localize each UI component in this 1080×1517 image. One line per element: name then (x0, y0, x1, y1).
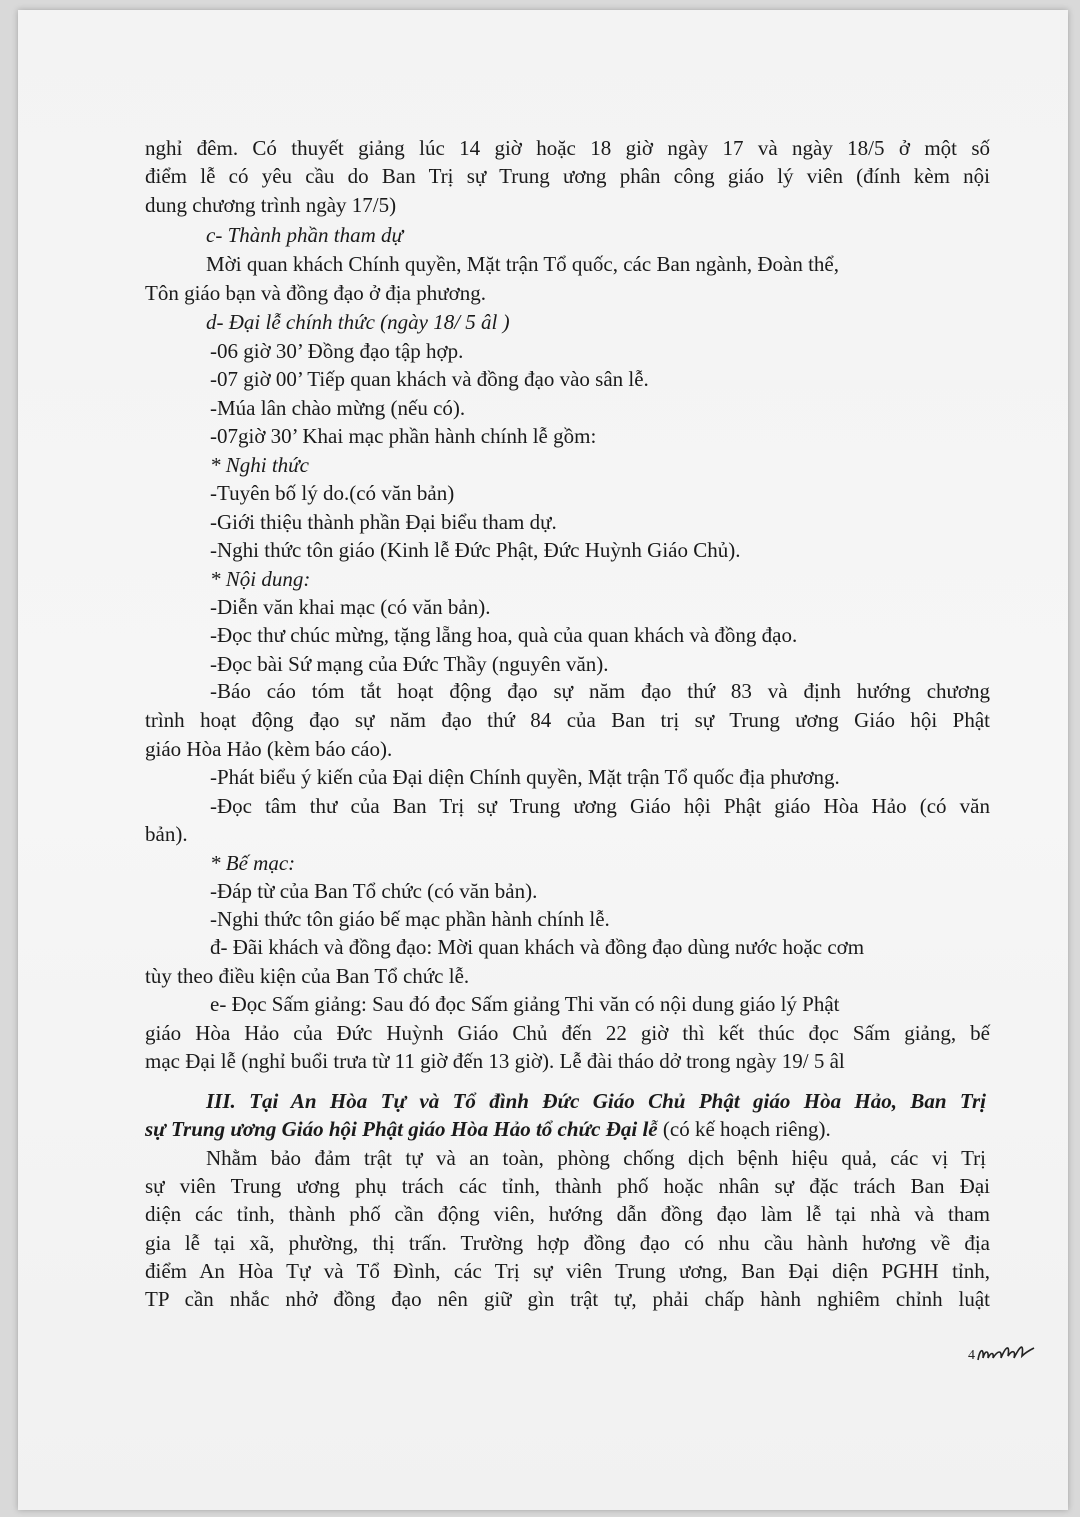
body-line: sự viên Trung ương phụ trách các tỉnh, thành phố hoặc nhân sự đặc trách Ban Đại (145, 1174, 990, 1198)
list-item: -Tuyên bố lý do.(có văn bản) (210, 481, 455, 505)
body-line: Tôn giáo bạn và đồng đạo ở địa phương. (145, 281, 486, 305)
page-number-with-initials (968, 1348, 975, 1364)
body-line: gia lễ tại xã, phường, thị trấn. Trường hợp đồng đạo có nhu cầu hành hương về địa (145, 1231, 990, 1255)
body-line: dung chương trình ngày 17/5) (145, 193, 397, 217)
list-item: -Giới thiệu thành phần Đại biểu tham dự. (210, 510, 557, 534)
body-line: diện các tỉnh, thành phố cần động viên, hướng dẫn đồng đạo làm lễ tại nhà và tham (145, 1202, 990, 1226)
section-heading-d: d- Đại lễ chính thức (ngày 18/ 5 âl ) (206, 310, 510, 334)
list-item: -Báo cáo tóm tắt hoạt động đạo sự năm đạo thứ 83 và định hướng chương (210, 679, 990, 703)
schedule-item: -Múa lân chào mừng (nếu có). (210, 396, 466, 420)
section-heading-iii: III. Tại An Hòa Tự và Tổ đình Đức Giáo Chủ Phật giáo Hòa Hảo, Ban Trị (206, 1089, 986, 1113)
subheading-nghi-thuc: * Nghi thức (210, 453, 309, 477)
initials-signature-icon (976, 1340, 1036, 1368)
subheading-be-mac: * Bế mạc: (210, 851, 296, 875)
body-line: Nhằm bảo đảm trật tự và an toàn, phòng chống dịch bệnh hiệu quả, các vị Trị (206, 1146, 986, 1170)
body-line: điểm lễ có yêu cầu do Ban Trị sự Trung ương phân công giáo lý viên (đính kèm nội (145, 164, 990, 188)
section-heading-e: e- Đọc Sấm giảng: Sau đó đọc Sấm giảng Thi văn có nội dung giáo lý Phật (210, 992, 840, 1016)
list-item: -Đọc bài Sứ mạng của Đức Thầy (nguyên văn). (210, 652, 609, 676)
list-item: -Phát biểu ý kiến của Đại diện Chính quyền, Mặt trận Tổ quốc địa phương. (210, 765, 840, 789)
body-line: trình hoạt động đạo sự năm đạo thứ 84 của Ban trị sự Trung ương Giáo hội Phật (145, 708, 990, 732)
list-item: -Nghi thức tôn giáo (Kinh lễ Đức Phật, Đức Huỳnh Giáo Chủ). (210, 538, 741, 562)
body-line: giáo Hòa Hảo của Đức Huỳnh Giáo Chủ đến 22 giờ thì kết thúc đọc Sấm giảng, bế (145, 1021, 990, 1045)
body-line: giáo Hòa Hảo (kèm báo cáo). (145, 737, 393, 761)
schedule-item: -06 giờ 30’ Đồng đạo tập hợp. (210, 339, 464, 363)
section-heading-dd: đ- Đãi khách và đồng đạo: Mời quan khách và đồng đạo dùng nước hoặc cơm (210, 935, 865, 959)
body-line: nghỉ đêm. Có thuyết giảng lúc 14 giờ hoặc 18 giờ ngày 17 và ngày 18/5 ở một số (145, 136, 990, 160)
list-item: -Nghi thức tôn giáo bế mạc phần hành chính lễ. (210, 907, 610, 931)
section-heading-c: c- Thành phần tham dự (206, 223, 403, 247)
body-line: tùy theo điều kiện của Ban Tổ chức lễ. (145, 964, 470, 988)
page-number: 4 (968, 1348, 975, 1363)
body-line: Mời quan khách Chính quyền, Mặt trận Tổ quốc, các Ban ngành, Đoàn thể, (206, 252, 839, 276)
body-line: bản). (145, 822, 188, 846)
subheading-noi-dung: * Nội dung: (210, 567, 311, 591)
schedule-item: -07giờ 30’ Khai mạc phần hành chính lễ gồm: (210, 424, 597, 448)
body-line: điểm An Hòa Tự và Tổ Đình, các Trị sự viên Trung ương, Ban Đại diện PGHH tỉnh, (145, 1259, 990, 1283)
body-line: mạc Đại lễ (nghỉ buổi trưa từ 11 giờ đến 13 giờ). Lễ đài tháo dở trong ngày 19/ 5 âl (145, 1049, 845, 1073)
section-heading-iii-cont (0, 1115, 1080, 1143)
schedule-item: -07 giờ 00’ Tiếp quan khách và đồng đạo vào sân lễ. (210, 367, 649, 391)
list-item: -Đáp từ của Ban Tổ chức (có văn bản). (210, 879, 538, 903)
heading-suffix: (có kế hoạch riêng). (657, 1117, 831, 1141)
heading-text: sự Trung ương Giáo hội Phật giáo Hòa Hảo tổ chức Đại lễ (145, 1117, 658, 1141)
list-item: -Diễn văn khai mạc (có văn bản). (210, 595, 491, 619)
list-item: -Đọc thư chúc mừng, tặng lẵng hoa, quà của quan khách và đồng đạo. (210, 623, 798, 647)
list-item: -Đọc tâm thư của Ban Trị sự Trung ương Giáo hội Phật giáo Hòa Hảo (có văn (210, 794, 990, 818)
body-line: TP cần nhắc nhở đồng đạo nên giữ gìn trật tự, phải chấp hành nghiêm chỉnh luật (145, 1287, 990, 1311)
